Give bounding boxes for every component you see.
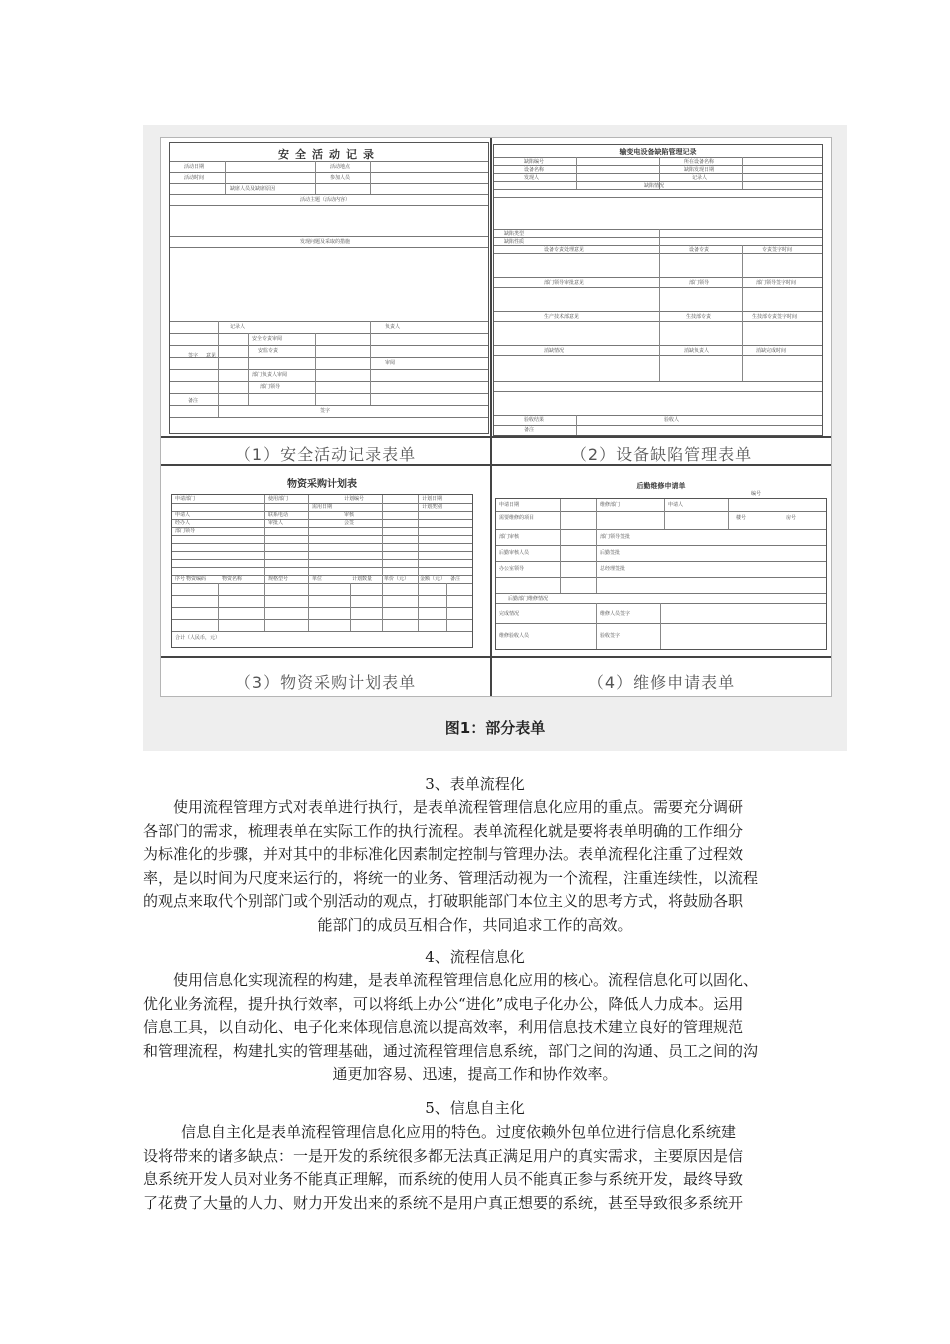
- form-label: 序号: [175, 576, 186, 582]
- form-label: 活动日期: [184, 164, 205, 170]
- paragraph-line: 使用流程管理方式对表单进行执行，是表单流程管理信息化应用的重点。需要充分调研: [173, 798, 744, 816]
- form-label: 活动地点: [330, 164, 351, 170]
- form-label: 缺陷性质: [504, 239, 525, 245]
- form-label: 部门领导: [175, 528, 196, 534]
- paragraph-line: 和管理流程，构建扎实的管理基础，通过流程管理信息系统，部门之间的沟通、员工之间的沟: [143, 1041, 759, 1060]
- form-label: 活动主题（活动内容）: [300, 197, 351, 203]
- section-heading: 3、表单流程化: [425, 775, 525, 793]
- form-caption: （2）设备缺陷管理表单: [570, 445, 753, 464]
- paragraph-line: 的观点来取代个别部门或个别活动的观点，打破职能部门本位主义的思考方式，将鼓励各职: [143, 892, 744, 910]
- form-label: 发现问题及采取的措施: [300, 239, 351, 245]
- form-label: 缺陷类型: [504, 231, 525, 237]
- form-label: 维修部门: [600, 502, 621, 508]
- form-label: 缺陷情况: [644, 183, 665, 189]
- paragraph-line: 各部门的需求，梳理表单在实际工作的执行流程。表单流程化就是要将表单明确的工作细分: [143, 821, 744, 840]
- form-label: 生产技术部意见: [544, 314, 580, 320]
- form-label: 计划日期: [422, 496, 443, 502]
- form-label: 验收签字: [600, 633, 621, 639]
- form-label: 部门领导签字时间: [756, 280, 797, 286]
- form-label: 计划类别: [422, 504, 443, 510]
- form-label: 审阅: [385, 360, 396, 366]
- paragraph-line: 为标准化的步骤，并对其中的非标准化因素制定控制与管理办法。表单流程化注重了过程效: [143, 845, 744, 863]
- form-label: 合计（人民币，元）: [175, 635, 221, 641]
- form-label: 单位: [312, 576, 323, 582]
- form-label: 消缺负责人: [684, 348, 710, 354]
- paragraph-line: 率，是以时间为尺度来运行的，将统一的业务、管理活动视为一个流程，注重连续性，以流程: [143, 868, 759, 887]
- form-label: 签字: [320, 408, 331, 414]
- form-label: 申请部门: [175, 496, 196, 502]
- purchase-plan-form: [171, 479, 473, 648]
- form-label: 负责人: [385, 324, 401, 330]
- paragraph: [143, 969, 807, 1087]
- form-label: 备注: [188, 398, 199, 404]
- form-label: 活动时间: [184, 175, 205, 181]
- form-label: 部门领导签批: [600, 534, 631, 540]
- paragraph: [143, 1121, 807, 1215]
- form-label: 使用部门: [268, 496, 289, 502]
- form-label: 部门领导: [260, 384, 281, 390]
- form-label: 编号: [751, 491, 762, 497]
- form-label: 申请人: [668, 502, 684, 508]
- form-label: 所在设备名称: [684, 159, 715, 165]
- equipment-defect-form: [493, 144, 823, 436]
- maintenance-request-form: [495, 482, 827, 650]
- form-label: 缺陷编号: [524, 159, 545, 165]
- form-label: 规格型号: [268, 576, 289, 582]
- form-label: 物资编码: [186, 576, 207, 582]
- paragraph-line: 设将带来的诸多缺点：一是开发的系统很多都无法真正满足用户的真实需求，主要原因是信: [143, 1146, 744, 1165]
- section-heading: 4、流程信息化: [425, 948, 525, 966]
- form-label: 设备专责: [689, 247, 710, 253]
- figure-panel: [143, 125, 847, 751]
- form-label: 楼号: [736, 515, 747, 521]
- paragraph: [143, 796, 807, 937]
- paragraph-line: 能部门的成员互相合作，共同追求工作的高效。: [317, 915, 633, 934]
- form-label: 生技部专责: [686, 314, 712, 320]
- form-label: 缺陷发现日期: [684, 167, 715, 173]
- form-caption: （4）维修申请表单: [587, 673, 736, 692]
- form-label: 会签: [344, 520, 355, 526]
- figure-divider: [161, 656, 831, 658]
- form-title: 物资采购计划表: [287, 479, 357, 490]
- paragraph-line: 使用信息化实现流程的构建，是表单流程管理信息化应用的核心。流程信息化可以固化、: [173, 971, 759, 989]
- paragraph-line: 通更加容易、迅速，提高工作和协作效率。: [332, 1065, 618, 1083]
- form-label: 后勤签批: [600, 550, 621, 556]
- form-label: 消缺情况: [544, 348, 565, 354]
- form-label: 金额（元）: [420, 576, 446, 582]
- form-label: 需要维修的项目: [499, 515, 535, 521]
- form-label: 消缺完成时间: [756, 348, 787, 354]
- form-label: 设备专责处理意见: [544, 247, 585, 253]
- form-label: 总经理签批: [600, 566, 626, 572]
- paragraph-line: 优化业务流程，提升执行效率，可以将纸上办公“进化”成电子化办公，降低人力成本。运用: [143, 994, 744, 1013]
- form-label: 安监专责: [258, 348, 279, 354]
- form-label: 申请人: [175, 512, 191, 518]
- figure-divider: [490, 138, 492, 696]
- form-label: 意见: [206, 353, 217, 359]
- form-label: 部门负责人审阅: [252, 372, 288, 378]
- form-label: 联系电话: [268, 512, 289, 518]
- paragraph-line: 信息工具，以自动化、电子化来体现信息流以提高效率，利用信息技术建立良好的管理规范: [143, 1018, 744, 1036]
- form-label: 计划编号: [344, 496, 365, 502]
- form-label: 签字: [188, 353, 199, 359]
- form-caption: （1）安全活动记录表单: [234, 445, 417, 464]
- form-label: 专责签字时间: [762, 247, 793, 253]
- form-title: 后勤维修申请单: [636, 482, 686, 490]
- form-caption: （3）物资采购计划表单: [234, 673, 417, 692]
- paragraph-line: 了花费了大量的人力、财力开发出来的系统不是用户真正想要的系统，甚至导致很多系统开: [143, 1193, 744, 1212]
- form-label: 需用日期: [312, 504, 333, 510]
- form-label: 备注: [450, 576, 461, 582]
- form-label: 部门领导: [689, 280, 710, 286]
- form-label: 记录人: [230, 324, 246, 330]
- section-heading: 5、信息自主化: [425, 1099, 525, 1117]
- figure-divider: [161, 436, 831, 438]
- form-label: 审批人: [268, 520, 284, 526]
- form-label: 缺席人员及缺席原因: [230, 186, 276, 192]
- form-label: 参加人员: [330, 175, 351, 181]
- forms-screenshot: [160, 137, 832, 697]
- form-label: 经办人: [175, 520, 191, 526]
- form-label: 申请日期: [499, 502, 520, 508]
- form-label: 部门审核: [499, 534, 520, 540]
- form-title: 安全活动记录: [278, 148, 380, 161]
- form-label: 验收人: [664, 417, 680, 423]
- form-label: 审核: [344, 512, 355, 518]
- form-title: 输变电设备缺陷管理记录: [619, 148, 697, 156]
- paragraph-line: 信息自主化是表单流程管理信息化应用的特色。过度依赖外包单位进行信息化系统建: [181, 1123, 737, 1141]
- form-label: 维修验收人员: [499, 633, 530, 639]
- form-label: 部门领导审批意见: [544, 280, 585, 286]
- paragraph-line: 息系统开发人员对业务不能真正理解，而系统的使用人员不能真正参与系统开发，最终导致: [143, 1170, 744, 1188]
- form-label: 房号: [786, 515, 797, 521]
- form-label: 发现人: [524, 175, 540, 181]
- form-label: 记录人: [692, 175, 708, 181]
- form-label: 维修人员签字: [600, 611, 631, 617]
- form-label: 计划数量: [352, 576, 373, 582]
- form-label: 备注: [524, 427, 535, 433]
- form-label: 物资名称: [222, 576, 243, 582]
- form-label: 单价（元）: [384, 576, 410, 582]
- form-label: 验收结果: [524, 417, 545, 423]
- figure-caption: 图1：部分表单: [444, 719, 546, 737]
- form-label: 生技部专责签字时间: [752, 314, 798, 320]
- form-label: 后勤部门维修情况: [508, 596, 549, 602]
- safety-activity-form: [169, 142, 489, 434]
- form-label: 设备名称: [524, 167, 545, 173]
- form-label: 办公室领导: [499, 566, 525, 572]
- form-label: 后勤审核人员: [499, 550, 530, 556]
- form-label: 安全专责审阅: [252, 336, 283, 342]
- form-label: 完成情况: [499, 611, 520, 617]
